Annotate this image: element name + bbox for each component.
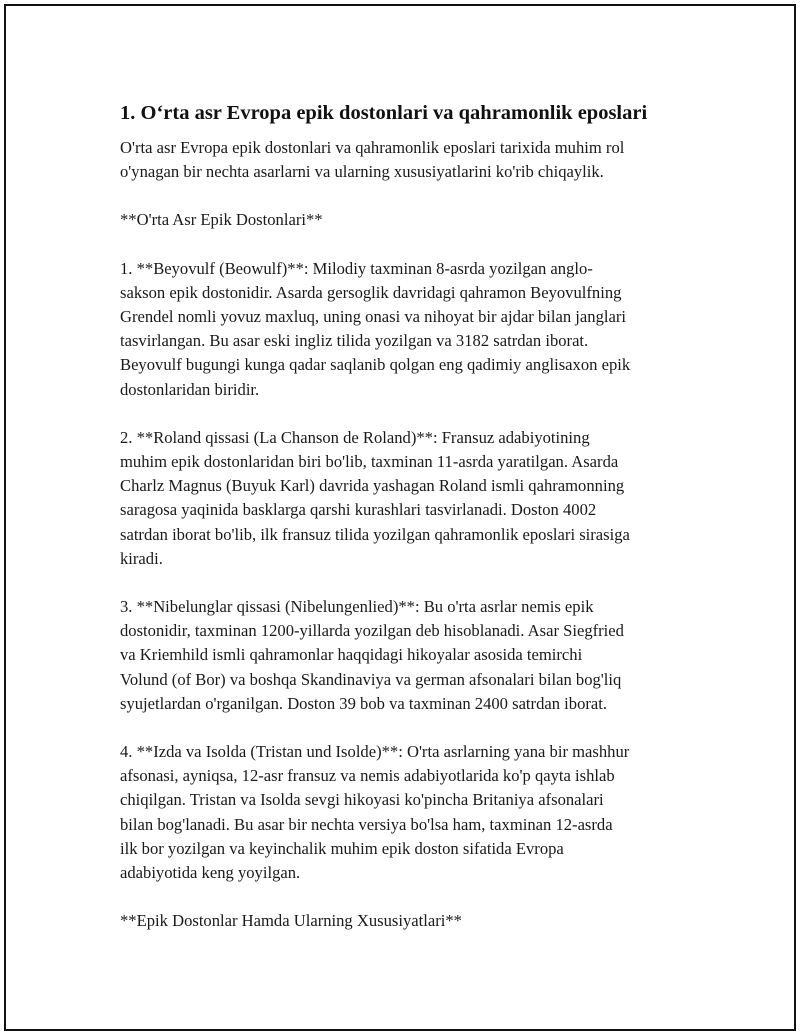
intro-paragraph: O'rta asr Evropa epik dostonlari va qahramonlik eposlari tarixida muhim rol o'ynagan bir nechta asarlarni va ularning xususiyatlarini ko'rib chiqaylik. [120, 138, 625, 182]
document-title: 1. O‘rta asr Evropa epik dostonlari va qahramonlik eposlari [120, 102, 648, 124]
paragraph-nibelungenlied: 3. **Nibelunglar qissasi (Nibelungenlied)**: Bu o'rta asrlar nemis epik dostonidir, taxminan 1200-yillarda yozilgan deb hisoblanadi. Asar Siegfried va Kriemhild ismli qahramonlar haqqidagi hikoyalar asosida temirchi Volund (of Bor) va boshqa Skandinaviya va german afsonalari bilan bog'liq syujetlardan o'rganilgan. Doston 39 bob va taxminan 2400 satrdan iborat. [120, 597, 624, 713]
paragraph-roland: 2. **Roland qissasi (La Chanson de Roland)**: Fransuz adabiyotining muhim epik dostonlaridan biri bo'lib, taxminan 11-asrda yaratilgan. Asarda Charlz Magnus (Buyuk Karl) davrida yashagan Roland ismli qahramonning saragosa yaqinida basklarga qarshi kurashlari tasvirlanadi. Doston 4002 satrdan iborat bo'lib, ilk fransuz tilida yozilgan qahramonlik eposlari sirasiga kiradi. [120, 427, 630, 568]
document-body [120, 100, 700, 957]
paragraph-beowulf: 1. **Beyovulf (Beowulf)**: Milodiy taxminan 8-asrda yozilgan anglo- sakson epik dostonidir. Asarda gersoglik davridagi qahramon Beyovulfning Grendel nomli yovuz maxluq, uning onasi va nihoyat bir ajdar bilan janglari tasvirlangan. Bu asar eski ingliz tilida yozilgan va 3182 satrdan iborat. Beyovulf bugungi kunga qadar saqlanib qolgan eng qadimiy anglisaxon epik dostonlaridan biridir. [120, 258, 631, 399]
page-frame [4, 4, 796, 1031]
section-heading-epic-poems: **O'rta Asr Epik Dostonlari** [120, 210, 323, 230]
section-heading-characteristics: **Epik Dostonlar Hamda Ularning Xususiyatlari** [120, 911, 462, 931]
paragraph-tristan-isolde: 4. **Izda va Isolda (Tristan und Isolde)**: O'rta asrlarning yana bir mashhur afsonasi, ayniqsa, 12-asr fransuz va nemis adabiyotlarida ko'p qayta ishlab chiqilgan. Tristan va Isolda sevgi hikoyasi ko'pincha Britaniya afsonalari bilan bog'lanadi. Bu asar bir nechta versiya bo'lsa ham, taxminan 12-asrda ilk bor yozilgan va keyinchalik muhim epik doston sifatida Evropa adabiyotida keng yoyilgan. [120, 742, 630, 883]
